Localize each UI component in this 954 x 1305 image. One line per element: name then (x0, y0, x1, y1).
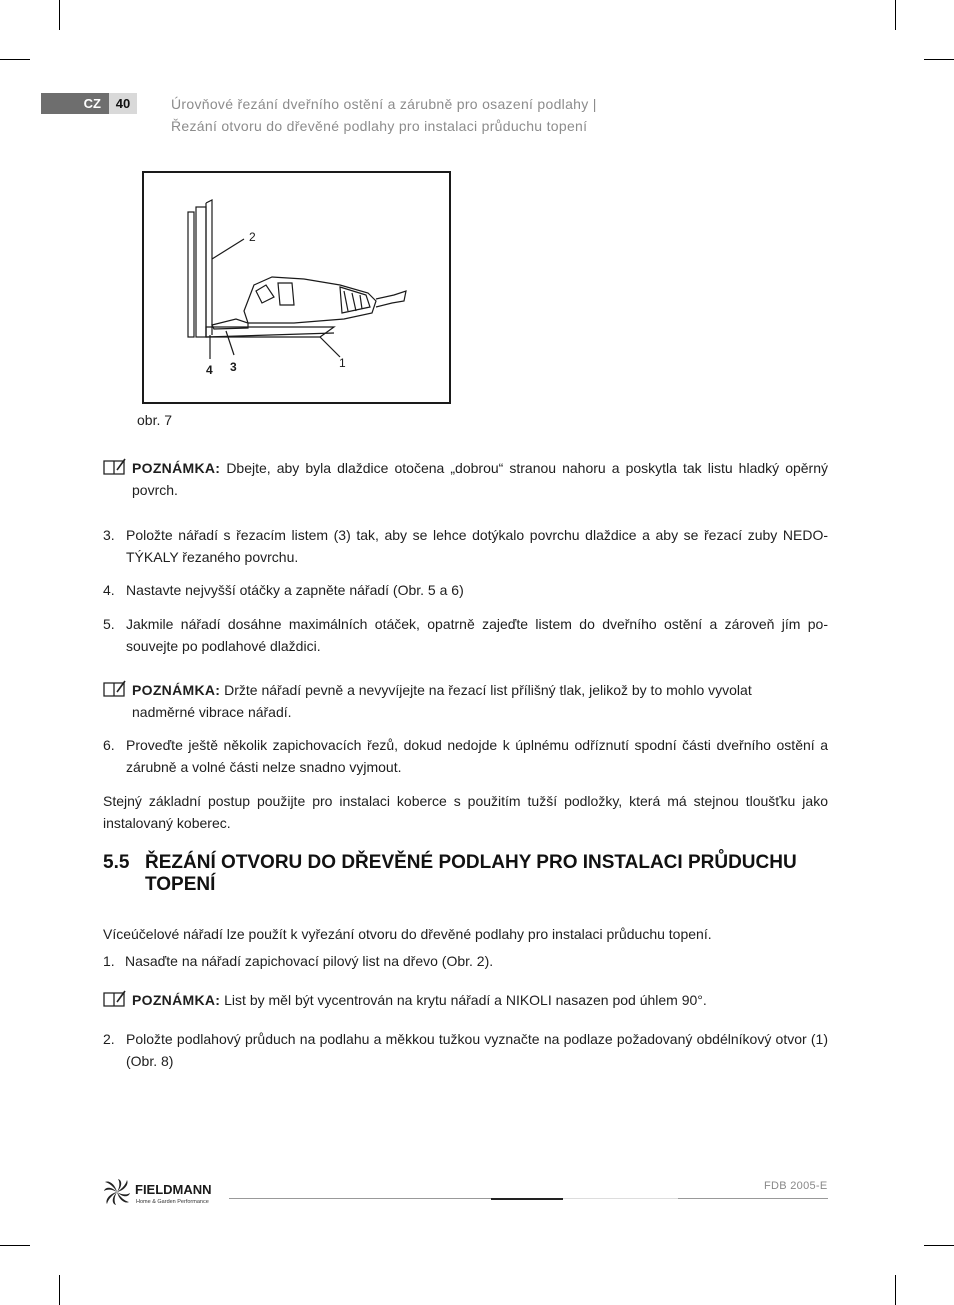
list-item-number: 2. (103, 1031, 115, 1047)
list-item (103, 950, 828, 972)
footer-rule (678, 1198, 828, 1199)
note-label: POZNÁMKA: (132, 682, 221, 698)
note-label: POZNÁMKA: (132, 992, 221, 1008)
note-book-icon (103, 458, 127, 476)
running-header-line-1: Úrovňové řezání dveřního ostění a zárubně pro osazení podlahy | (171, 96, 597, 112)
running-header-line-2: Řezání otvoru do dřevěné podlahy pro instalaci průduchu topení (171, 118, 588, 134)
list-item-text: Nasaďte na nářadí zapichovací pilový list na dřevo (Obr. 2). (125, 953, 494, 969)
note-block (103, 989, 828, 1011)
list-item-number: 5. (103, 616, 115, 632)
crop-mark (59, 1275, 60, 1305)
list-item-text: Proveďte ještě několik zapichovacích řezů, dokud nedojde k úplnému odříznutí spodní části dveřního ostění a zárubně a volné části nelze snadno vyjmout. (126, 737, 828, 775)
crop-mark (895, 1275, 896, 1305)
crop-mark (0, 59, 30, 60)
note-text (132, 457, 828, 501)
brand-logo (103, 1177, 233, 1209)
list-item (103, 1028, 828, 1072)
list-item (103, 524, 828, 568)
note-body: Držte nářadí pevně a nevyvíjejte na řezací list přílišný tlak, jelikož by to mohlo vyvolat nadměrné vibrace nářadí. (132, 682, 752, 720)
figure-label: 3 (230, 360, 237, 374)
note-block (103, 457, 828, 501)
crop-mark (0, 1245, 30, 1246)
list-item-number: 1. (103, 953, 115, 969)
fan-logo-icon (103, 1177, 233, 1209)
crop-mark (924, 1245, 954, 1246)
list-item-text: Jakmile nářadí dosáhne maximálních otáček, opatrně zajeďte listem do dveřního ostění a zároveň jím po-souvejte po podlahové dlaždici. (126, 616, 828, 654)
figure-7 (142, 171, 451, 404)
crop-mark (895, 0, 896, 30)
figure-caption: obr. 7 (137, 412, 173, 428)
list-item-number: 4. (103, 582, 115, 598)
note-body: List by měl být vycentrován na krytu nářadí a NIKOLI nasazen pod úhlem 90°. (224, 992, 707, 1008)
language-tab: CZ (41, 93, 109, 114)
crop-mark (59, 0, 60, 30)
list-item-number: 3. (103, 527, 115, 543)
body-paragraph: Stejný základní postup použijte pro instalaci koberce s použitím tužší podložky, která má stejnou tloušťku jako instalovaný koberec. (103, 793, 828, 831)
note-text (132, 679, 792, 723)
note-body: Dbejte, aby byla dlaždice otočena „dobrou“ stranou nahoru a poskytla tak listu hladký opěrný povrch. (132, 460, 829, 498)
figure-label: 2 (249, 230, 256, 244)
figure-label: 1 (339, 356, 346, 370)
list-item-number: 6. (103, 737, 115, 753)
section-intro: Víceúčelové nářadí lze použít k vyřezání otvoru do dřevěné podlahy pro instalaci průduchu topení. (103, 926, 712, 942)
footer-rule (229, 1198, 491, 1199)
note-text (132, 989, 828, 1011)
section-title: ŘEZÁNÍ OTVORU DO DŘEVĚNÉ PODLAHY PRO INSTALACI PRŮDUCHU TOPENÍ (145, 852, 797, 895)
note-book-icon (103, 990, 127, 1008)
footer-rule (491, 1198, 563, 1200)
list-item-text: Položte nářadí s řezacím listem (3) tak, aby se lehce dotýkalo povrchu dlaždice a aby se řezací zuby NEDO-TÝKALY řezaného povrchu. (126, 527, 828, 565)
tool-illustration (144, 173, 453, 406)
list-item (103, 734, 828, 778)
footer-rule (563, 1198, 678, 1199)
note-block (103, 679, 828, 723)
model-code: FDB 2005-E (764, 1180, 828, 1192)
list-item-text: Položte podlahový průduch na podlahu a měkkou tužkou vyznačte na podlaze požadovaný obdélníkový otvor (1) (Obr. 8) (126, 1031, 828, 1069)
list-item (103, 613, 828, 657)
list-item-text: Nastavte nejvyšší otáčky a zapněte nářadí (Obr. 5 a 6) (126, 582, 464, 598)
list-item (103, 579, 828, 601)
note-book-icon (103, 680, 127, 698)
figure-label: 4 (206, 363, 213, 377)
brand-name: FIELDMANN (135, 1182, 212, 1197)
section-number: 5.5 (103, 852, 130, 873)
note-label: POZNÁMKA: (132, 460, 221, 476)
crop-mark (924, 59, 954, 60)
page-number: 40 (109, 93, 137, 114)
brand-tagline: Home & Garden Performance (136, 1199, 209, 1205)
